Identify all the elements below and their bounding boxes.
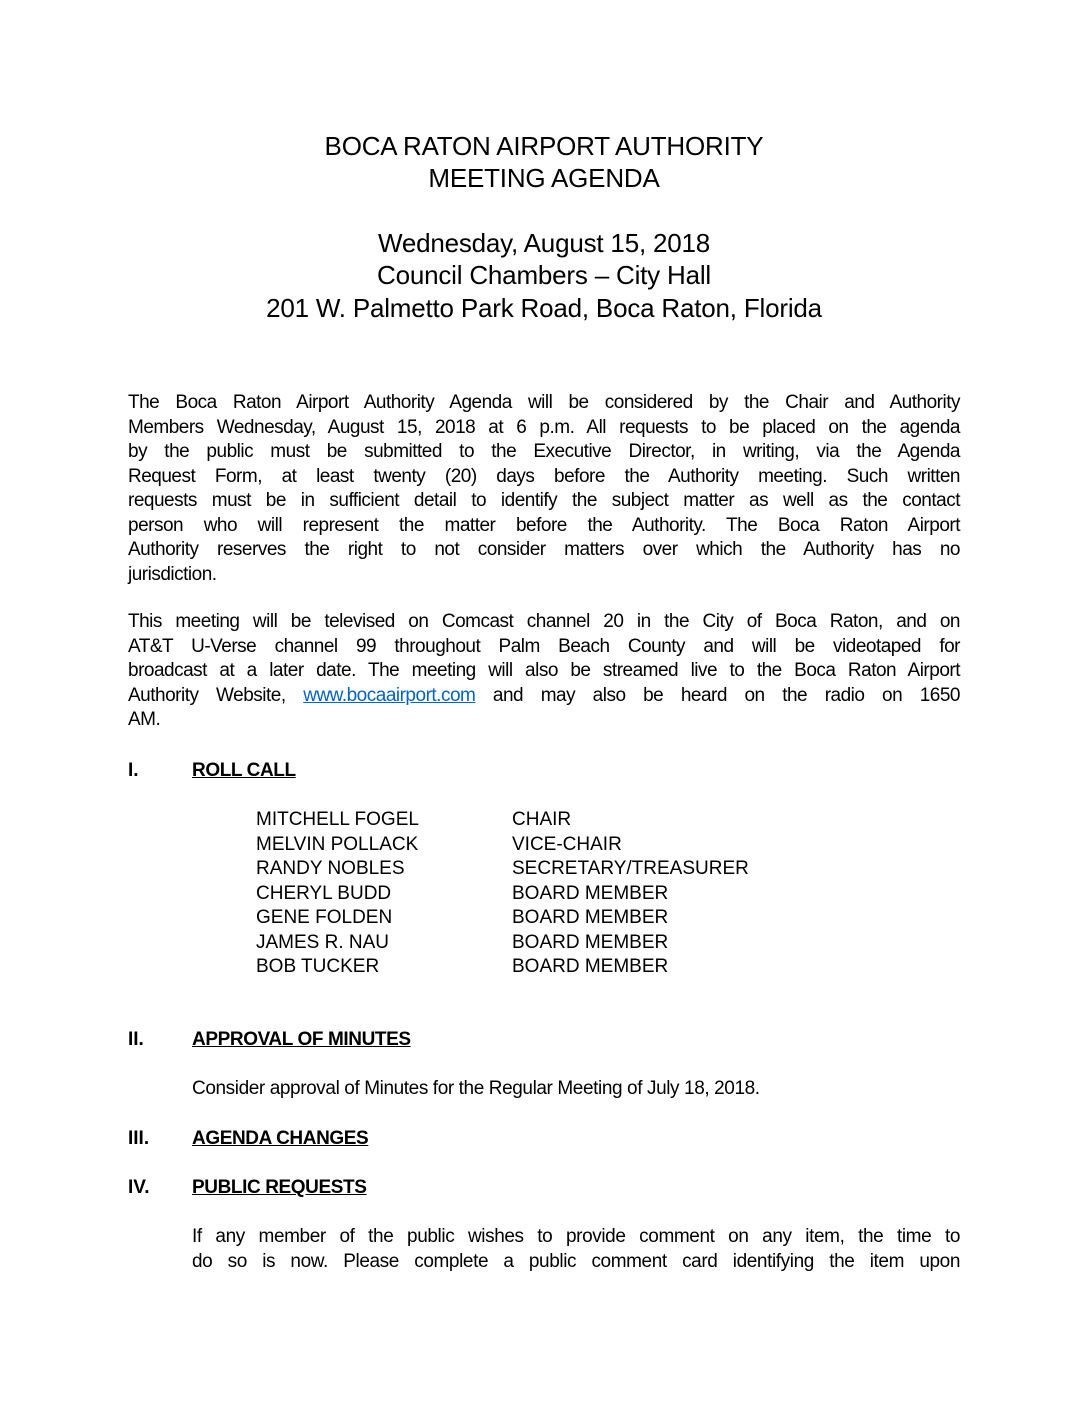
intro-line: Authority reserves the right to not consider matters over which the Authority has no	[128, 539, 960, 560]
org-title: BOCA RATON AIRPORT AUTHORITY	[324, 131, 764, 161]
broadcast-paragraph	[128, 610, 960, 733]
member-role: SECRETARY/TREASURER	[512, 858, 749, 879]
public-requests-line: If any member of the public wishes to provide comment on any item, the time to	[192, 1226, 960, 1247]
website-suffix: and may also be heard on the radio on 1650	[475, 684, 961, 706]
member-role: BOARD MEMBER	[512, 956, 669, 977]
member-name: MELVIN POLLACK	[256, 833, 419, 855]
section-number: III.	[128, 1128, 150, 1149]
member-role: BOARD MEMBER	[512, 931, 669, 953]
minutes-text: Consider approval of Minutes for the Regular Meeting of July 18, 2018.	[192, 1078, 760, 1099]
meeting-address: 201 W. Palmetto Park Road, Boca Raton, Florida	[266, 293, 822, 323]
public-requests-text	[192, 1225, 960, 1274]
intro-line: person who will represent the matter before the Authority. The Boca Raton Airport	[128, 514, 960, 536]
roll-call-row	[256, 833, 749, 858]
member-role: CHAIR	[512, 809, 572, 830]
intro-line: by the public must be submitted to the Executive Director, in writing, via the Agenda	[128, 441, 960, 462]
roll-call-row	[256, 808, 749, 833]
website-prefix: Authority Website,	[128, 684, 304, 706]
section-number: IV.	[128, 1177, 150, 1198]
intro-line: Members Wednesday, August 15, 2018 at 6 p.m. All requests to be placed on the agenda	[128, 416, 960, 438]
intro-line: The Boca Raton Airport Authority Agenda will be considered by the Chair and Authority	[128, 392, 960, 413]
member-name: GENE FOLDEN	[256, 907, 393, 928]
member-role: BOARD MEMBER	[512, 882, 669, 904]
intro-line: jurisdiction.	[128, 563, 217, 585]
section-number: I.	[128, 760, 139, 781]
intro-paragraph	[128, 391, 960, 587]
member-role: VICE-CHAIR	[512, 833, 622, 855]
meeting-venue: Council Chambers – City Hall	[377, 260, 711, 290]
section-number: II.	[128, 1029, 144, 1050]
member-role: BOARD MEMBER	[512, 907, 669, 928]
website-link[interactable]: www.bocaairport.com	[303, 684, 476, 706]
member-name: MITCHELL FOGEL	[256, 809, 419, 830]
broadcast-line: This meeting will be televised on Comcast channel 20 in the City of Boca Raton, and on	[128, 611, 960, 632]
intro-line: requests must be in sufficient detail to identify the subject matter as well as the contact	[128, 490, 960, 511]
meeting-date: Wednesday, August 15, 2018	[377, 228, 711, 258]
member-name: BOB TUCKER	[256, 956, 380, 977]
section-heading: AGENDA CHANGES	[192, 1128, 369, 1149]
member-name: RANDY NOBLES	[256, 858, 405, 879]
roll-call-row	[256, 857, 749, 882]
section-heading: APPROVAL OF MINUTES	[192, 1029, 411, 1050]
roll-call-row	[256, 955, 749, 980]
intro-line: Request Form, at least twenty (20) days before the Authority meeting. Such written	[128, 465, 960, 487]
member-name: JAMES R. NAU	[256, 931, 390, 953]
member-name: CHERYL BUDD	[256, 882, 392, 904]
broadcast-line: broadcast at a later date. The meeting will also be streamed live to the Boca Raton Airport	[128, 660, 960, 681]
broadcast-line: AT&T U-Verse channel 99 throughout Palm Beach County and will be videotaped for	[128, 635, 960, 657]
roll-call-row	[256, 931, 749, 956]
broadcast-line: AM.	[128, 709, 161, 730]
doc-type-title: MEETING AGENDA	[428, 163, 660, 193]
roll-call-row	[256, 906, 749, 931]
public-requests-line: do so is now. Please complete a public comment card identifying the item upon	[192, 1250, 960, 1272]
roll-call-row	[256, 882, 749, 907]
section-heading: ROLL CALL	[192, 760, 296, 781]
roll-call-list	[256, 808, 749, 980]
broadcast-line-website	[128, 684, 960, 709]
section-heading: PUBLIC REQUESTS	[192, 1177, 367, 1198]
